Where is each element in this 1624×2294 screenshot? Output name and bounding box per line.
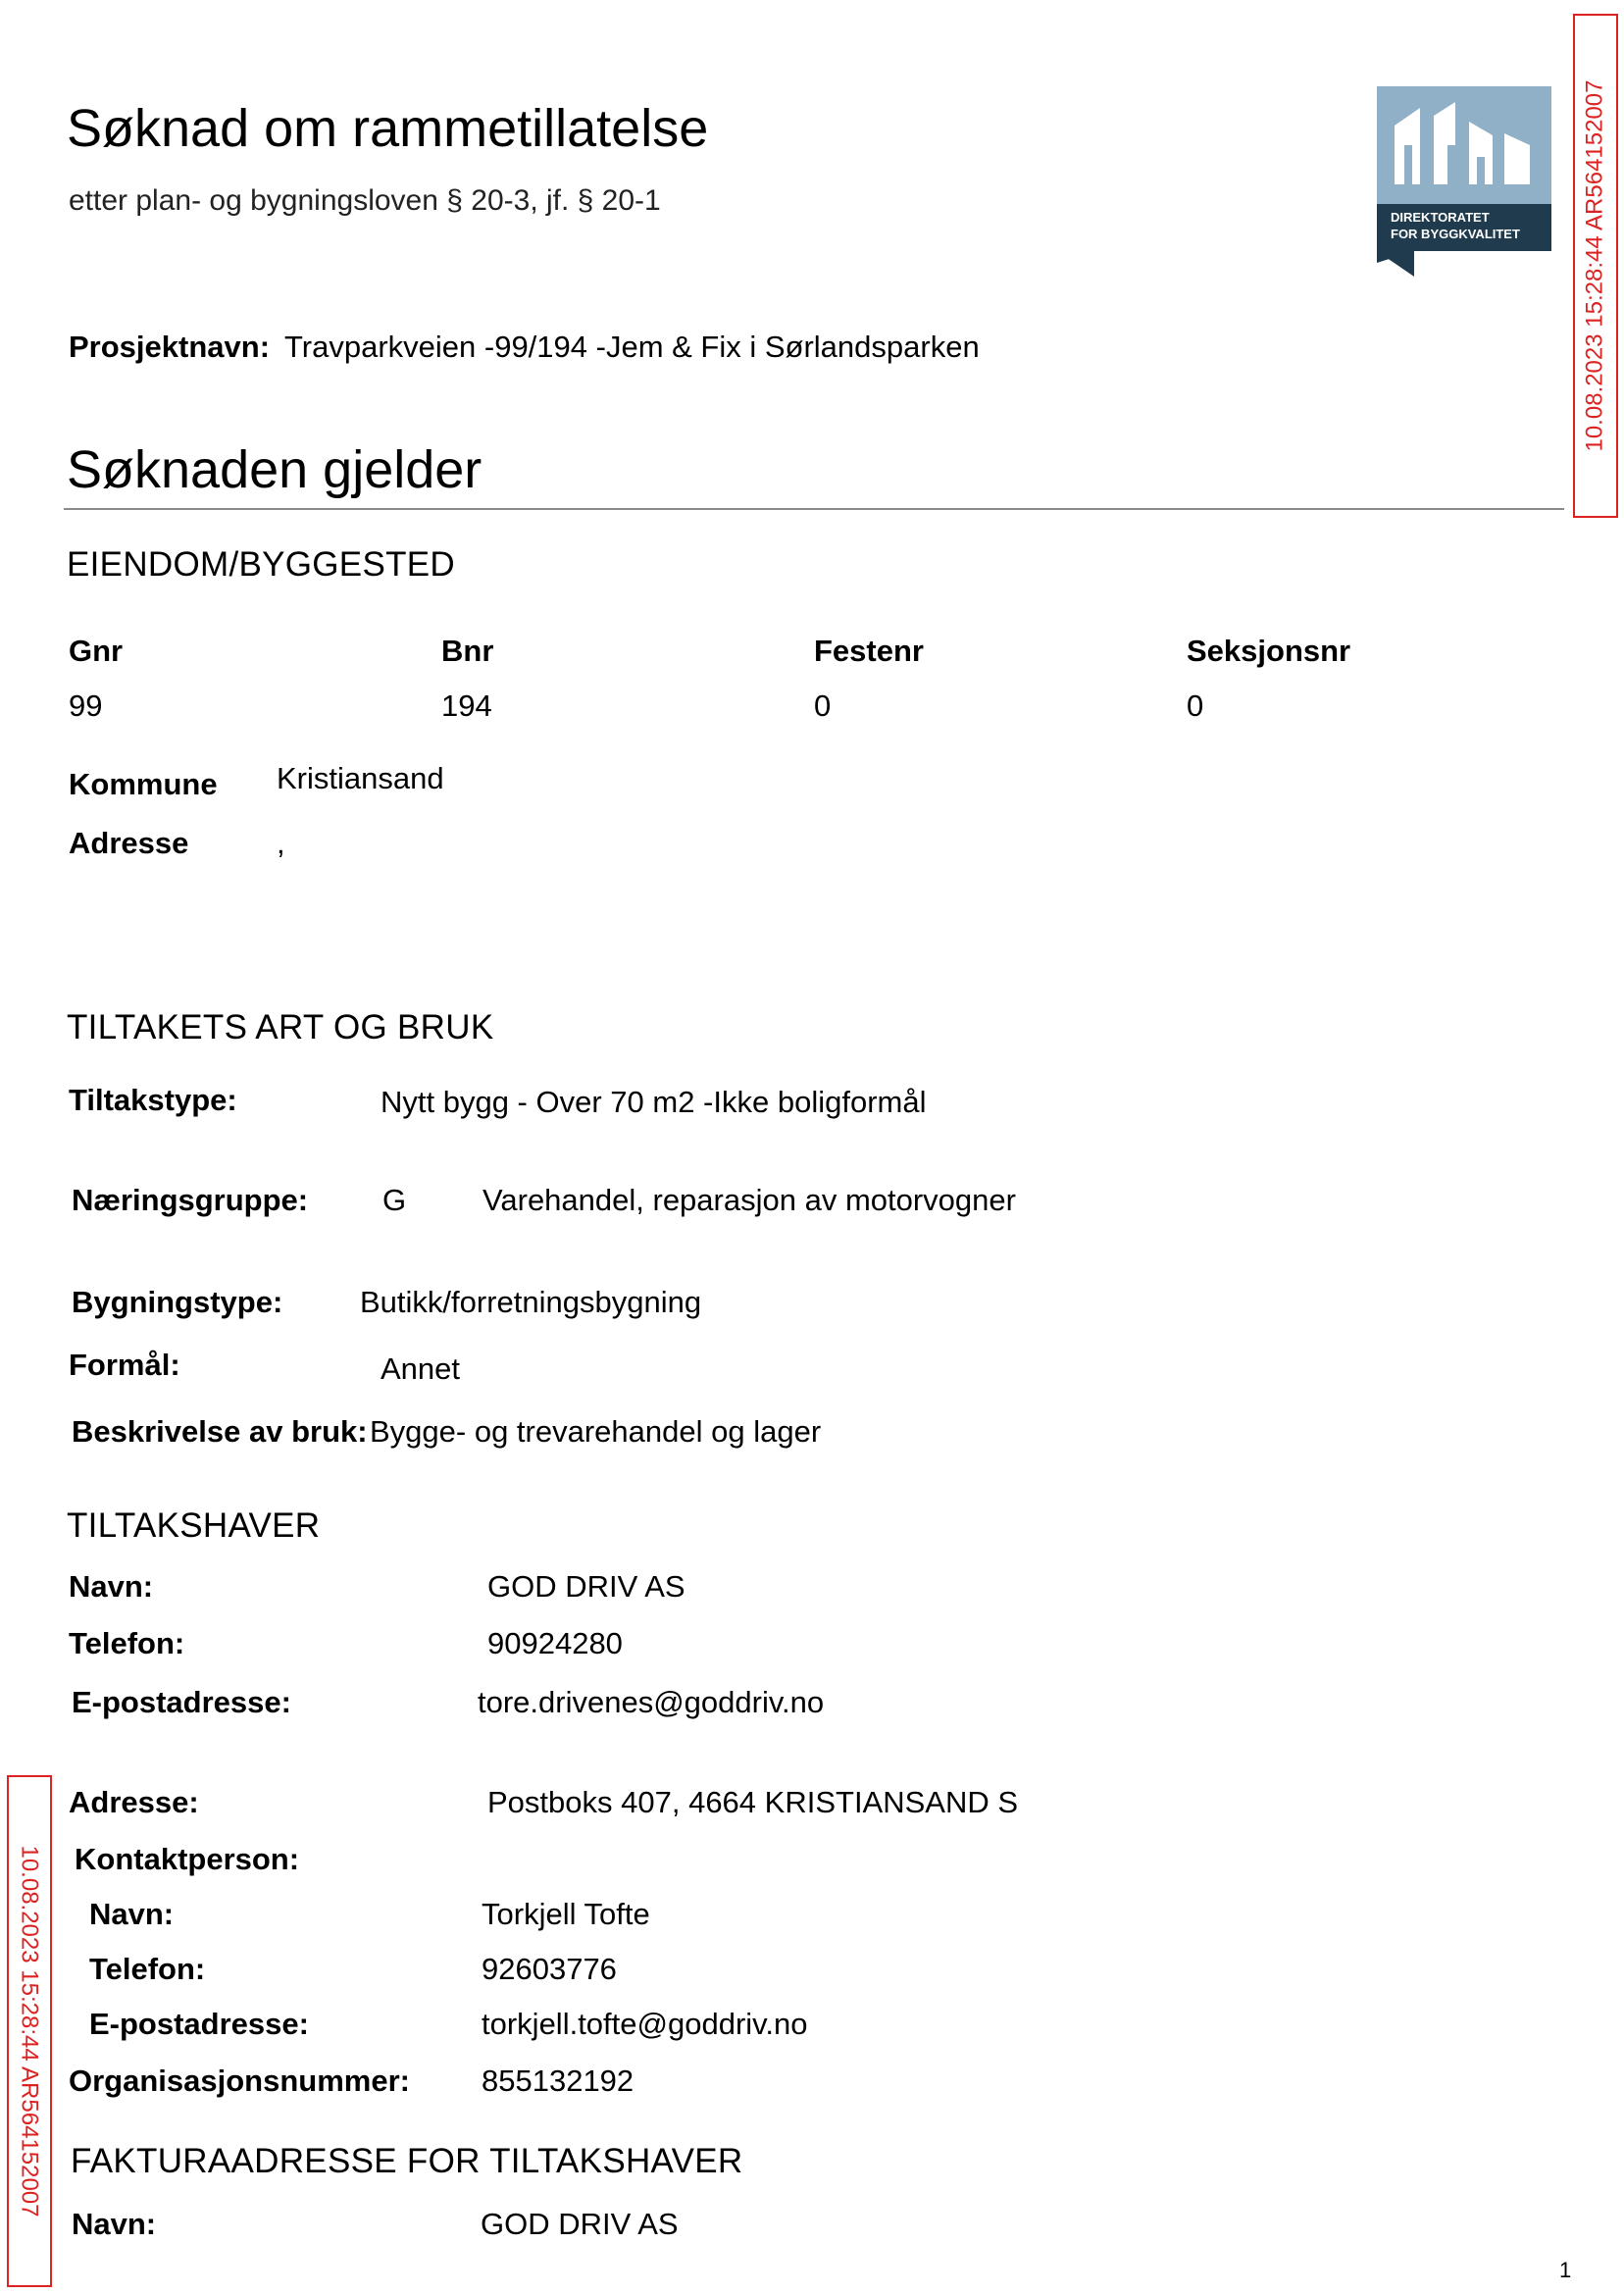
faktura-heading: FAKTURAADRESSE FOR TILTAKSHAVER <box>71 2142 743 2180</box>
kontakt-navn-value: Torkjell Tofte <box>482 1897 650 1931</box>
kommune-label: Kommune <box>69 767 218 801</box>
page-subtitle: etter plan- og bygningsloven § 20-3, jf. § 20-1 <box>69 184 661 217</box>
section-divider <box>64 508 1564 510</box>
tiltakshaver-heading: TILTAKSHAVER <box>67 1506 321 1545</box>
building-logo-icon <box>1377 86 1551 277</box>
project-label: Prosjektnavn: <box>69 330 271 364</box>
kontakt-telefon-label: Telefon: <box>89 1952 206 1986</box>
adresse-value: , <box>277 826 285 860</box>
tiltakshaver-telefon-label: Telefon: <box>69 1626 185 1660</box>
kontakt-epost-value: torkjell.tofte@goddriv.no <box>482 2007 808 2041</box>
festenr-label: Festenr <box>814 634 924 668</box>
tiltak-heading: TILTAKETS ART OG BRUK <box>67 1008 494 1046</box>
section-heading: Søknaden gjelder <box>67 440 482 499</box>
bygningstype-label: Bygningstype: <box>72 1285 283 1319</box>
formal-value: Annet <box>381 1351 461 1386</box>
naeringsgruppe-value: Varehandel, reparasjon av motorvogner <box>482 1183 1016 1217</box>
bnr-label: Bnr <box>441 634 494 668</box>
tiltakshaver-adresse-value: Postboks 407, 4664 KRISTIANSAND S <box>487 1785 1019 1819</box>
tiltakshaver-epost-value: tore.drivenes@goddriv.no <box>478 1685 825 1719</box>
gnr-label: Gnr <box>69 634 124 668</box>
formal-label: Formål: <box>69 1348 180 1382</box>
bygningstype-value: Butikk/forretningsbygning <box>360 1285 702 1319</box>
dibk-logo <box>1377 86 1551 277</box>
naeringsgruppe-code: G <box>382 1183 407 1217</box>
kontakt-epost-label: E-postadresse: <box>89 2007 309 2041</box>
orgnr-value: 855132192 <box>482 2064 634 2098</box>
festenr-value: 0 <box>814 688 832 723</box>
tiltakshaver-navn-value: GOD DRIV AS <box>487 1569 685 1604</box>
project-value: Travparkveien -99/194 -Jem & Fix i Sørlandsparken <box>284 330 980 364</box>
archive-stamp-top: 10.08.2023 15:28:44 AR564152007 <box>1573 14 1618 518</box>
logo-line1: DIREKTORATET <box>1391 210 1490 225</box>
kontakt-navn-label: Navn: <box>89 1897 175 1931</box>
seksjonsnr-value: 0 <box>1187 688 1204 723</box>
naeringsgruppe-label: Næringsgruppe: <box>72 1183 309 1217</box>
kontakt-telefon-value: 92603776 <box>482 1952 617 1986</box>
faktura-navn-value: GOD DRIV AS <box>481 2207 679 2241</box>
bnr-value: 194 <box>441 688 492 723</box>
archive-stamp-bottom: 10.08.2023 15:28:44 AR564152007 <box>7 1775 52 2287</box>
beskrivelse-value: Bygge- og trevarehandel og lager <box>370 1414 822 1449</box>
gnr-value: 99 <box>69 688 103 723</box>
kommune-value: Kristiansand <box>277 761 444 795</box>
tiltakshaver-telefon-value: 90924280 <box>487 1626 623 1660</box>
tiltakshaver-adresse-label: Adresse: <box>69 1785 199 1819</box>
tiltakshaver-epost-label: E-postadresse: <box>72 1685 291 1719</box>
tiltakshaver-navn-label: Navn: <box>69 1569 154 1604</box>
eiendom-heading: EIENDOM/BYGGESTED <box>67 545 455 584</box>
orgnr-label: Organisasjonsnummer: <box>69 2064 410 2098</box>
seksjonsnr-label: Seksjonsnr <box>1187 634 1351 668</box>
page-title: Søknad om rammetillatelse <box>67 99 709 158</box>
beskrivelse-label: Beskrivelse av bruk: <box>72 1414 368 1449</box>
tiltakstype-value: Nytt bygg - Over 70 m2 -Ikke boligformål <box>381 1085 927 1119</box>
page-number: 1 <box>1559 2258 1572 2282</box>
logo-line2: FOR BYGGKVALITET <box>1391 227 1520 241</box>
faktura-navn-label: Navn: <box>72 2207 157 2241</box>
adresse-label: Adresse <box>69 826 189 860</box>
tiltakstype-label: Tiltakstype: <box>69 1083 237 1117</box>
kontaktperson-label: Kontaktperson: <box>75 1842 300 1876</box>
